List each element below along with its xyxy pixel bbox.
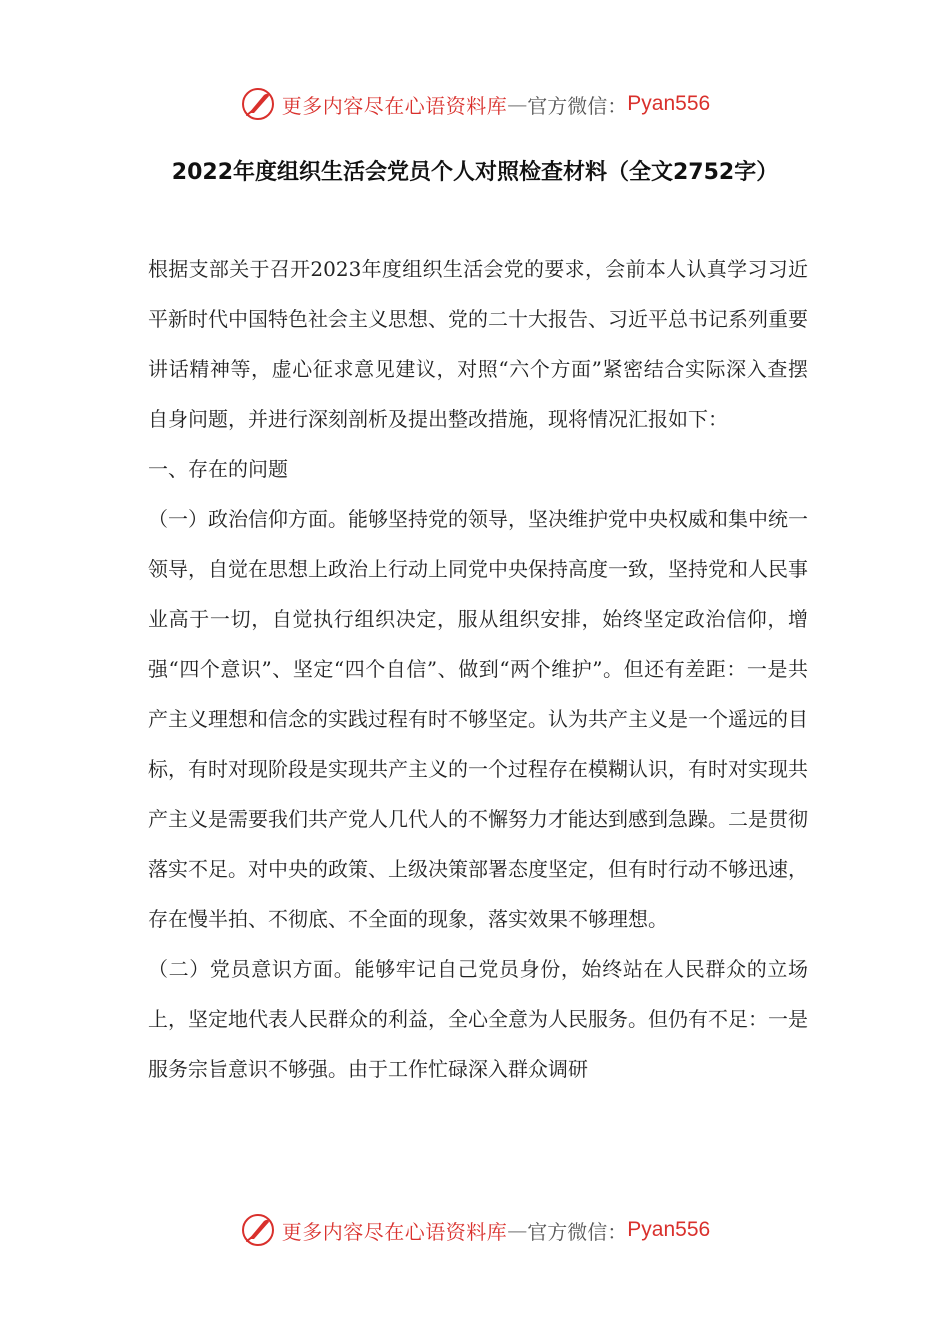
intro-paragraph: 根据支部关于召开2023年度组织生活会党的要求，会前本人认真学习习近平新时代中国特色社会主义思想、党的二十大报告、习近平总书记系列重要讲话精神等，虚心征求意见建议，对照“六个方面”紧密结合实际深入查摆自身问题，并进行深刻剖析及提出整改措施，现将情况汇报如下： bbox=[148, 257, 808, 431]
banner-wechat-label: 官方微信： bbox=[527, 1219, 628, 1244]
document-body bbox=[148, 244, 808, 1094]
banner-wechat-id: Pyan556 bbox=[627, 92, 711, 115]
body-paragraph: （二）党员意识方面。能够牢记自己党员身份，始终站在人民群众的立场上，坚定地代表人民群众的利益，全心全意为人民服务。但仍有不足：一是服务宗旨意识不够强。由于工作忙碌深入群众调研 bbox=[148, 957, 808, 1081]
document-title: 2022年度组织生活会党员个人对照检查材料（全文2752字） bbox=[171, 160, 779, 185]
section-heading: 一、存在的问题 bbox=[148, 457, 288, 481]
banner-wechat-id: Pyan556 bbox=[627, 1218, 711, 1241]
banner-separator: — bbox=[507, 1218, 528, 1242]
footer-watermark-banner bbox=[0, 1210, 950, 1250]
quill-pen-icon bbox=[240, 86, 276, 122]
banner-wechat-label: 官方微信： bbox=[527, 93, 628, 118]
header-watermark-banner bbox=[0, 84, 950, 124]
banner-site-text: 更多内容尽在心语资料库 bbox=[281, 93, 508, 118]
quill-pen-icon bbox=[240, 1212, 276, 1248]
body-paragraph: （一）政治信仰方面。能够坚持党的领导，坚决维护党中央权威和集中统一领导，自觉在思想上政治上行动上同党中央保持高度一致，坚持党和人民事业高于一切，自觉执行组织决定，服从组织安排，始终坚定政治信仰，增强“四个意识”、坚定“四个自信”、做到“两个维护”。但还有差距：一是共产主义理想和信念的实践过程有时不够坚定。认为共产主义是一个遥远的目标，有时对现阶段是实现共产主义的一个过程存在模糊认识，有时对实现共产主义是需要我们共产党人几代人的不懈努力才能达到感到急躁。二是贯彻落实不足。对中央的政策、上级决策部署态度坚定，但有时行动不够迅速，存在慢半拍、不彻底、不全面的现象，落实效果不够理想。 bbox=[148, 507, 808, 931]
banner-separator: — bbox=[507, 92, 528, 116]
banner-site-text: 更多内容尽在心语资料库 bbox=[281, 1219, 508, 1244]
